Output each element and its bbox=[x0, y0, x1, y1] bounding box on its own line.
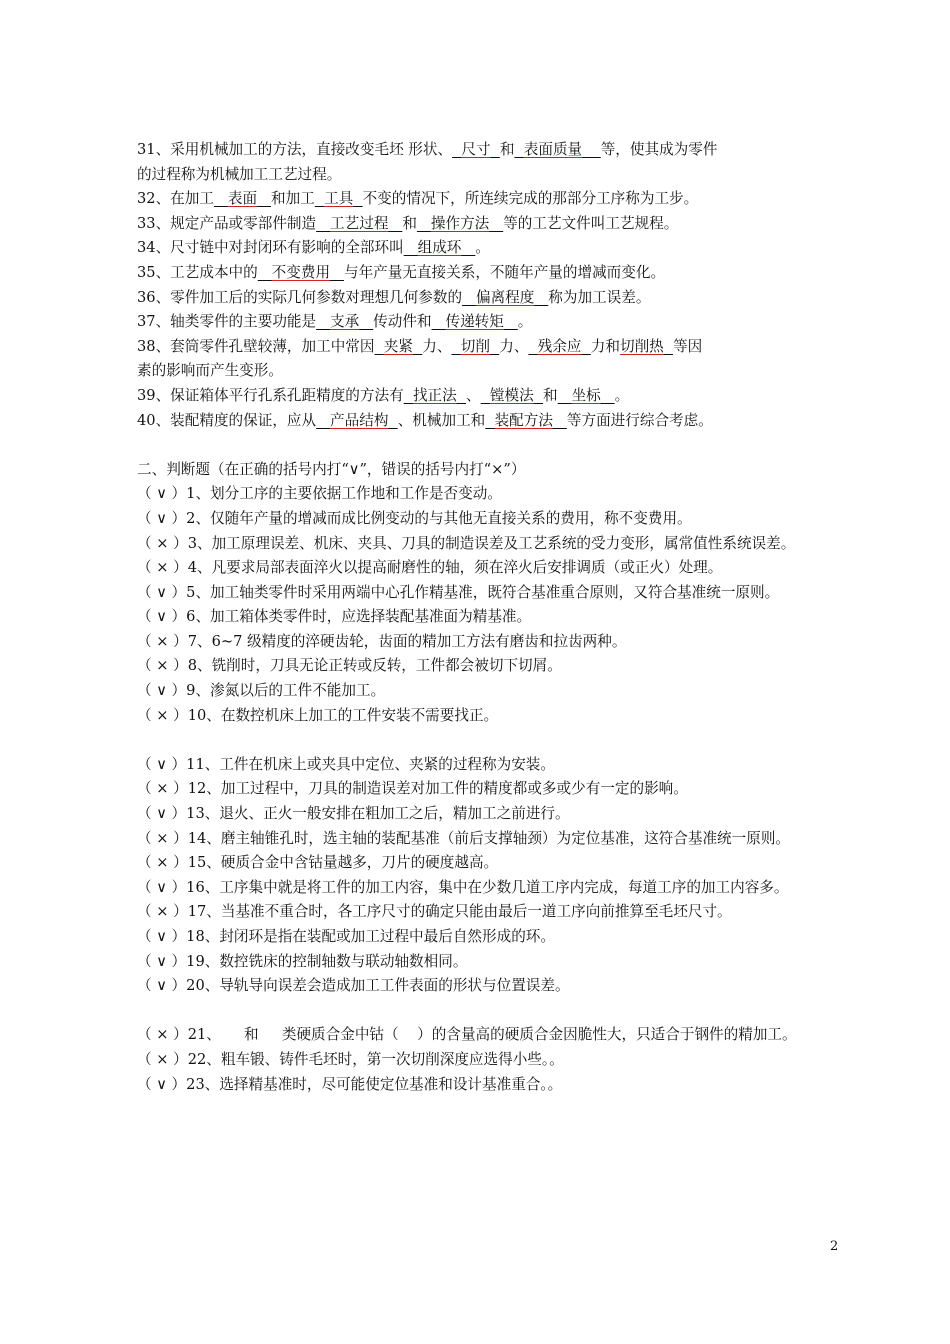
question-text: 等因 bbox=[673, 337, 703, 355]
judgment-text: 9、渗氮以后的工件不能加工。 bbox=[186, 682, 386, 700]
judgment-item: （ × ）8、铣削时，刀具无论正转或反转，工件都会被切下切屑。 bbox=[137, 657, 562, 675]
question-text: 等方面进行综合考虑。 bbox=[566, 411, 713, 429]
question-text: 等的工艺文件叫工艺规程。 bbox=[503, 214, 679, 232]
answer-blank bbox=[620, 338, 673, 355]
answer-text: 切削热 bbox=[619, 337, 664, 355]
question-text: 力、 bbox=[499, 337, 529, 355]
judgment-item: （ ∨ ）6、加工箱体类零件时，应选择装配基准面为精基准。 bbox=[137, 608, 532, 626]
answer-blank bbox=[451, 338, 499, 355]
judgment-item: （ × ）4、凡要求局部表面淬火以提高耐磨性的轴，须在淬火后安排调质（或正火）处理。 bbox=[137, 559, 723, 577]
question-text: 传动件和 bbox=[373, 313, 432, 331]
judgment-item: （ × ）21、 和 类硬质合金中钴（ ）的含量高的硬质合金因脆性大，只适合于钢件的精加工。 bbox=[137, 1026, 797, 1044]
answer-text: 支承 bbox=[330, 313, 360, 331]
question-text: 。 bbox=[517, 313, 533, 331]
judgment-text: 6、加工箱体类零件时，应选择装配基准面为精基准。 bbox=[186, 608, 532, 626]
question-text: 37、轴类零件的主要功能是 bbox=[137, 313, 317, 331]
judgment-item: （ ∨ ）9、渗氮以后的工件不能加工。 bbox=[137, 682, 386, 700]
answer-text: 找正法 bbox=[412, 386, 457, 404]
judgment-text: 14、磨主轴锥孔时，选主轴的装配基准（前后支撑轴颈）为定位基准，这符合基准统一原则。 bbox=[187, 829, 791, 847]
question-text: 和 bbox=[499, 141, 515, 158]
judgment-text: 11、工件在机床上或夹具中定位、夹紧的过程称为安装。 bbox=[186, 755, 555, 773]
judgment-text: 18、封闭环是指在装配或加工过程中最后自然形成的环。 bbox=[186, 928, 555, 945]
question-text: 。 bbox=[614, 386, 630, 404]
judgment-item: （ ∨ ）19、数控铣床的控制轴数与联动轴数相同。 bbox=[137, 952, 468, 970]
judgment-item: （ ∨ ）16、工序集中就是将工件的加工内容，集中在少数几道工序内完成，每道工序的加工内容多。 bbox=[137, 878, 789, 896]
question-text: 等，使其成为零件 bbox=[600, 141, 718, 158]
judgment-item: （ ∨ ）2、仅随年产量的增减而成比例变动的与其他无直接关系的费用，称不变费用。 bbox=[137, 509, 692, 527]
answer-blank bbox=[316, 412, 398, 429]
answer-mark: × bbox=[156, 559, 169, 577]
answer-blank bbox=[316, 215, 402, 232]
judgment-text: 7、6~7 级精度的淬硬齿轮，齿面的精加工方法有磨齿和拉齿两种。 bbox=[187, 632, 627, 650]
answer-text: 切削 bbox=[460, 337, 490, 355]
judgment-text: 10、在数控机床上加工的工件安装不需要找正。 bbox=[187, 706, 499, 724]
judgment-item: （ × ）15、硬质合金中含钴量越多，刀片的硬度越高。 bbox=[137, 854, 499, 872]
judgment-text: 15、硬质合金中含钴量越多，刀片的硬度越高。 bbox=[187, 854, 499, 872]
answer-mark: × bbox=[156, 632, 169, 650]
question-text: 不变的情况下，所连续完成的那部分工序称为工步。 bbox=[362, 190, 699, 208]
answer-blank bbox=[462, 289, 548, 306]
answer-text: 偏离程度 bbox=[475, 288, 535, 306]
judgment-text: 21、 和 类硬质合金中钴（ ）的含量高的硬质合金因脆性大，只适合于钢件的精加工。 bbox=[187, 1026, 797, 1044]
judgment-text: 20、导轨导向误差会造成加工工件表面的形状与位置误差。 bbox=[186, 977, 570, 995]
answer-blank bbox=[485, 412, 567, 429]
answer-mark: ∨ bbox=[156, 878, 167, 896]
answer-mark: ∨ bbox=[156, 928, 167, 945]
answer-mark: ∨ bbox=[156, 485, 167, 503]
judgment-item: （ ∨ ）20、导轨导向误差会造成加工工件表面的形状与位置误差。 bbox=[137, 977, 570, 995]
answer-blank bbox=[214, 190, 271, 207]
answer-blank bbox=[316, 313, 373, 330]
answer-blank bbox=[528, 338, 590, 355]
fill-blank-question-31 bbox=[137, 138, 841, 163]
fill-blank-question-36 bbox=[137, 286, 841, 311]
spacer bbox=[137, 728, 841, 753]
answer-mark: ∨ bbox=[156, 952, 167, 970]
answer-blank bbox=[481, 387, 543, 404]
answer-blank bbox=[417, 215, 503, 232]
question-text: 33、规定产品或零部件制造 bbox=[137, 214, 317, 232]
question-text: 称为加工误差。 bbox=[548, 288, 651, 306]
question-text: 39、保证箱体平行孔系孔距精度的方法有 bbox=[137, 386, 404, 404]
fill-blank-question-40 bbox=[137, 409, 841, 434]
answer-mark: ∨ bbox=[156, 608, 167, 626]
question-text: 力、 bbox=[422, 337, 452, 355]
question-text: 与年产量无直接关系，不随年产量的增减而变化。 bbox=[343, 263, 666, 281]
question-text: 素的影响而产生变形。 bbox=[137, 362, 283, 380]
fill-blank-question-37 bbox=[137, 310, 841, 335]
answer-mark: × bbox=[156, 903, 169, 921]
judgment-text: 12、加工过程中，刀具的制造误差对加工件的精度都或多或少有一定的影响。 bbox=[187, 780, 688, 798]
judgment-item: （ ∨ ）11、工件在机床上或夹具中定位、夹紧的过程称为安装。 bbox=[137, 755, 555, 773]
answer-text: 坐标 bbox=[571, 386, 601, 404]
answer-blank bbox=[452, 141, 500, 158]
answer-text: 操作方法 bbox=[430, 214, 490, 232]
answer-text: 表面质量 bbox=[523, 141, 583, 158]
question-text: 40、装配精度的保证，应从 bbox=[137, 411, 317, 429]
page-content bbox=[137, 138, 841, 1097]
judgment-text: 5、加工轴类零件时采用两端中心孔作精基准，既符合基准重合原则，又符合基准统一原则。 bbox=[186, 583, 780, 601]
judgment-text: 8、铣削时，刀具无论正转或反转，工件都会被切下切屑。 bbox=[187, 657, 562, 675]
judgment-item: （ ∨ ）18、封闭环是指在装配或加工过程中最后自然形成的环。 bbox=[137, 928, 555, 945]
answer-blank bbox=[315, 190, 363, 207]
judgment-text: 13、退火、正火一般安排在粗加工之后，精加工之前进行。 bbox=[186, 805, 570, 823]
answer-text: 不变费用 bbox=[271, 263, 331, 281]
answer-text: 残余应 bbox=[537, 337, 582, 355]
judgment-text: 2、仅随年产量的增减而成比例变动的与其他无直接关系的费用，称不变费用。 bbox=[186, 509, 692, 527]
section-heading-judgment: 二、判断题（在正确的括号内打“∨”，错误的括号内打“×”） bbox=[137, 460, 526, 478]
answer-mark: ∨ bbox=[156, 977, 167, 995]
answer-blank bbox=[432, 313, 518, 330]
question-text: 和 bbox=[543, 386, 558, 404]
judgment-text: 19、数控铣床的控制轴数与联动轴数相同。 bbox=[186, 952, 468, 970]
judgment-text: 23、选择精基准时，尽可能使定位基准和设计基准重合。。 bbox=[186, 1075, 563, 1093]
answer-mark: × bbox=[156, 706, 169, 724]
judgment-text: 17、当基准不重合时，各工序尺寸的确定只能由最后一道工序向前推算至毛坯尺寸。 bbox=[187, 903, 732, 921]
answer-text: 装配方法 bbox=[494, 411, 553, 429]
answer-text: 传递转矩 bbox=[445, 313, 504, 331]
answer-text: 组成环 bbox=[417, 239, 462, 257]
judgment-item: （ × ）22、粗车锻、铸件毛坯时，第一次切削深度应选得小些。。 bbox=[137, 1050, 564, 1068]
question-text: 31、采用机械加工的方法，直接改变毛坯 形状、 bbox=[137, 141, 453, 158]
answer-mark: × bbox=[156, 1050, 169, 1068]
question-text: 、 bbox=[466, 386, 481, 404]
answer-text: 夹紧 bbox=[383, 337, 413, 355]
judgment-item: （ ∨ ）23、选择精基准时，尽可能使定位基准和设计基准重合。。 bbox=[137, 1075, 563, 1093]
question-text: 力和 bbox=[590, 337, 620, 355]
judgment-text: 1、划分工序的主要依据工作地和工作是否变动。 bbox=[186, 485, 502, 503]
answer-blank bbox=[558, 387, 615, 404]
question-text: 和 bbox=[402, 214, 417, 232]
answer-blank bbox=[404, 387, 466, 404]
answer-blank bbox=[404, 239, 476, 256]
question-text: 、机械加工和 bbox=[397, 411, 486, 429]
question-text: 34、尺寸链中对封闭环有影响的全部环叫 bbox=[137, 239, 404, 257]
fill-blank-question-38-continued bbox=[137, 359, 841, 384]
answer-text: 工具 bbox=[324, 190, 354, 208]
judgment-text: 22、粗车锻、铸件毛坯时，第一次切削深度应选得小些。。 bbox=[187, 1050, 564, 1068]
spacer bbox=[137, 433, 841, 458]
judgment-item: （ × ）17、当基准不重合时，各工序尺寸的确定只能由最后一道工序向前推算至毛坯尺寸。 bbox=[137, 903, 732, 921]
fill-blank-question-35 bbox=[137, 261, 841, 286]
answer-mark: ∨ bbox=[156, 755, 167, 773]
answer-text: 镗模法 bbox=[489, 386, 534, 404]
answer-blank bbox=[258, 264, 344, 281]
fill-blank-question-32 bbox=[137, 187, 841, 212]
answer-mark: × bbox=[156, 534, 169, 552]
answer-blank bbox=[514, 141, 600, 158]
answer-mark: × bbox=[156, 657, 169, 675]
judgment-item: （ × ）7、6~7 级精度的淬硬齿轮，齿面的精加工方法有磨齿和拉齿两种。 bbox=[137, 632, 627, 650]
judgment-text: 4、凡要求局部表面淬火以提高耐磨性的轴，须在淬火后安排调质（或正火）处理。 bbox=[187, 559, 723, 577]
answer-mark: × bbox=[156, 1026, 169, 1044]
answer-text: 尺寸 bbox=[461, 141, 491, 158]
answer-mark: ∨ bbox=[156, 1075, 167, 1093]
judgment-text: 16、工序集中就是将工件的加工内容，集中在少数几道工序内完成，每道工序的加工内容多。 bbox=[186, 878, 789, 896]
question-text: 32、在加工 bbox=[137, 190, 214, 208]
judgment-item: （ × ）3、加工原理误差、机床、夹具、刀具的制造误差及工艺系统的受力变形，属常值性系统误差。 bbox=[137, 534, 796, 552]
fill-blank-question-31-continued bbox=[137, 163, 841, 188]
answer-text: 工艺过程 bbox=[330, 214, 389, 232]
judgment-item: （ ∨ ）13、退火、正火一般安排在粗加工之后，精加工之前进行。 bbox=[137, 805, 570, 823]
answer-mark: ∨ bbox=[156, 509, 167, 527]
answer-mark: × bbox=[156, 829, 169, 847]
question-text: 35、工艺成本中的 bbox=[137, 263, 258, 281]
answer-mark: ∨ bbox=[156, 805, 167, 823]
fill-blank-question-39 bbox=[137, 384, 841, 409]
spacer bbox=[137, 999, 841, 1024]
answer-mark: × bbox=[156, 780, 169, 798]
answer-mark: ∨ bbox=[156, 583, 167, 601]
judgment-item: （ ∨ ）5、加工轴类零件时采用两端中心孔作精基准，既符合基准重合原则，又符合基准统一原则。 bbox=[137, 583, 780, 601]
judgment-text: 3、加工原理误差、机床、夹具、刀具的制造误差及工艺系统的受力变形，属常值性系统误差。 bbox=[187, 534, 796, 552]
answer-mark: ∨ bbox=[156, 682, 167, 700]
fill-blank-question-33 bbox=[137, 212, 841, 237]
judgment-item: （ ∨ ）1、划分工序的主要依据工作地和工作是否变动。 bbox=[137, 485, 502, 503]
judgment-item: （ × ）12、加工过程中，刀具的制造误差对加工件的精度都或多或少有一定的影响。 bbox=[137, 780, 688, 798]
question-text: 的过程称为机械加工工艺过程。 bbox=[137, 165, 342, 183]
question-text: 。 bbox=[475, 239, 490, 257]
answer-mark: × bbox=[156, 854, 169, 872]
answer-blank bbox=[374, 338, 422, 355]
answer-text: 表面 bbox=[227, 190, 258, 208]
judgment-item: （ × ）14、磨主轴锥孔时，选主轴的装配基准（前后支撑轴颈）为定位基准，这符合基准统一原则。 bbox=[137, 829, 791, 847]
question-text: 36、零件加工后的实际几何参数对理想几何参数的 bbox=[137, 288, 463, 306]
question-text: 和加工 bbox=[271, 190, 315, 208]
question-text: 38、套筒零件孔壁较薄，加工中常因 bbox=[137, 337, 375, 355]
fill-blank-question-34 bbox=[137, 236, 841, 261]
page-number: 2 bbox=[830, 1239, 839, 1254]
fill-blank-question-38 bbox=[137, 335, 841, 360]
judgment-item: （ × ）10、在数控机床上加工的工件安装不需要找正。 bbox=[137, 706, 499, 724]
answer-text: 产品结构 bbox=[330, 411, 389, 429]
